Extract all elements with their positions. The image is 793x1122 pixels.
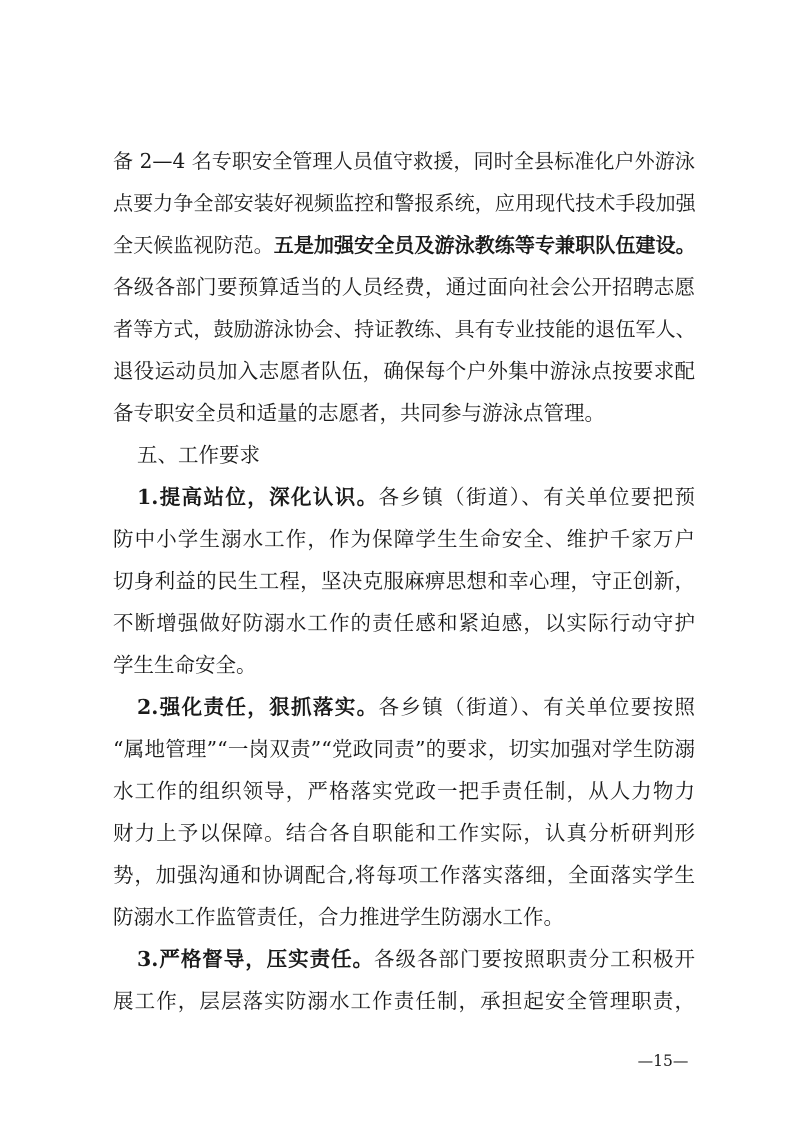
body-line: 势，加强沟通和协调配合,将每项工作落实落细，全面落实学生	[113, 863, 695, 887]
body-line: 切身利益的民生工程，坚决克服麻痹思想和幸心理，守正创新，	[113, 569, 695, 593]
body-line: 展工作，层层落实防溺水工作责任制，承担起安全管理职责，	[113, 989, 695, 1013]
item-heading: 2.强化责任，狠抓落实。	[137, 695, 379, 719]
body-line: 各级各部门要预算适当的人员经费，通过面向社会公开招聘志愿	[113, 275, 695, 299]
body-line: 者等方式，鼓励游泳协会、持证教练、具有专业技能的退伍军人、	[113, 317, 696, 341]
body-line: 退役运动员加入志愿者队伍，确保每个户外集中游泳点按要求配	[113, 359, 695, 383]
body-line: 1.提高站位，深化认识。各乡镇（街道）、有关单位要把预	[137, 485, 695, 509]
body-line: 备 2—4 名专职安全管理人员值守救援，同时全县标准化户外游泳	[113, 149, 695, 173]
item-heading: 3.严格督导，压实责任。	[137, 947, 375, 971]
section-heading: 五、工作要求	[137, 443, 260, 467]
body-line: 点要力争全部安装好视频监控和警报系统，应用现代技术手段加强	[113, 191, 696, 215]
body-line: 备专职安全员和适量的志愿者，共同参与游泳点管理。	[113, 401, 605, 425]
body-line: “属地管理”“一岗双责”“党政同责”的要求，切实加强对学生防溺	[113, 737, 695, 761]
item-heading: 1.提高站位，深化认识。	[137, 485, 379, 509]
body-line: 财力上予以保障。结合各自职能和工作实际，认真分析研判形	[113, 821, 695, 845]
body-line: 防溺水工作监管责任，合力推进学生防溺水工作。	[113, 905, 564, 929]
body-line: 学生生命安全。	[113, 653, 257, 677]
body-line: 2.强化责任，狠抓落实。各乡镇（街道）、有关单位要按照	[137, 695, 695, 719]
page-number: —15—	[637, 1052, 689, 1070]
body-line: 防中小学生溺水工作，作为保障学生生命安全、维护千家万户	[113, 527, 695, 551]
body-line: 3.严格督导，压实责任。各级各部门要按照职责分工积极开	[137, 947, 696, 971]
bold-heading: 五是加强安全员及游泳教练等专兼职队伍建设。	[273, 233, 696, 257]
body-line: 全天候监视防范。五是加强安全员及游泳教练等专兼职队伍建设。	[113, 233, 696, 257]
body-line: 水工作的组织领导，严格落实党政一把手责任制，从人力物力	[113, 779, 695, 803]
body-line: 不断增强做好防溺水工作的责任感和紧迫感，以实际行动守护	[113, 611, 695, 635]
